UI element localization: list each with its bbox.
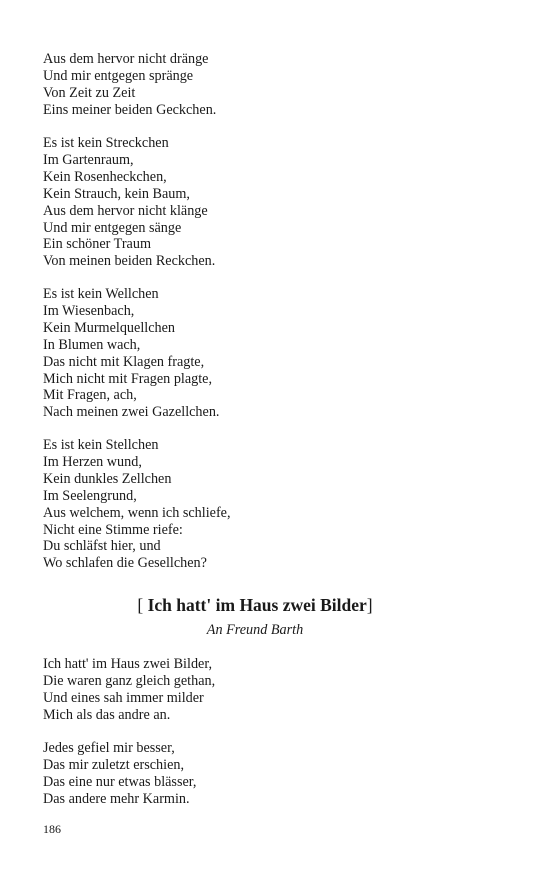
verse-line: Es ist kein Wellchen: [43, 286, 159, 302]
verse-line: Im Herzen wund,: [43, 453, 142, 470]
verse-line: Das eine nur etwas blässer,: [43, 773, 197, 790]
stanza-3: [43, 286, 513, 421]
verse-line: Mich nicht mit Fragen plagte,: [43, 370, 213, 387]
title-open-bracket: [: [137, 595, 144, 615]
verse-line: Von Zeit zu Zeit: [43, 84, 136, 101]
verse-line: Die waren ganz gleich gethan,: [43, 672, 216, 689]
verse-line: Kein Murmelquellchen: [43, 319, 175, 336]
poem-title: [0, 594, 510, 616]
verse-line: Im Seelengrund,: [43, 487, 137, 504]
verse-line: Das nicht mit Klagen fragte,: [43, 353, 205, 370]
verse-line: Ein schöner Traum: [43, 236, 151, 253]
verse-line: Kein Strauch, kein Baum,: [43, 185, 190, 202]
stanza-1: [43, 51, 513, 119]
verse-line: Das mir zuletzt erschien,: [43, 756, 185, 773]
title-close-bracket: ]: [366, 595, 373, 615]
verse-line: Du schläfst hier, und: [43, 538, 161, 555]
stanza-2: [43, 135, 513, 270]
stanza-5: [43, 656, 513, 724]
stanza-6: [43, 740, 513, 808]
page-number: 186: [43, 822, 61, 836]
verse-line: In Blumen wach,: [43, 336, 141, 353]
stanza-4: [43, 437, 513, 572]
verse-line: Aus dem hervor nicht dränge: [43, 51, 209, 67]
verse-line: Im Gartenraum,: [43, 151, 134, 168]
verse-line: Aus welchem, wenn ich schliefe,: [43, 504, 231, 521]
verse-line: Nach meinen zwei Gazellchen.: [43, 404, 220, 421]
verse-line: Eins meiner beiden Geckchen.: [43, 101, 217, 118]
verse-line: Das andere mehr Karmin.: [43, 790, 190, 807]
verse-line: Es ist kein Stellchen: [43, 437, 159, 453]
verse-line: Und mir entgegen spränge: [43, 67, 194, 84]
verse-line: Und eines sah immer milder: [43, 689, 204, 706]
verse-line: Und mir entgegen sänge: [43, 219, 182, 236]
verse-line: Es ist kein Streckchen: [43, 135, 169, 151]
verse-line: Aus dem hervor nicht klänge: [43, 202, 208, 219]
verse-line: Wo schlafen die Gesellchen?: [43, 555, 207, 572]
verse-line: Ich hatt' im Haus zwei Bilder,: [43, 656, 213, 672]
verse-line: Kein dunkles Zellchen: [43, 470, 172, 487]
title-text: Ich hatt' im Haus zwei Bilder: [147, 595, 367, 615]
verse-line: Mich als das andre an.: [43, 706, 171, 723]
verse-line: Kein Rosenheckchen,: [43, 168, 167, 185]
verse-line: Nicht eine Stimme riefe:: [43, 521, 183, 538]
verse-line: Jedes gefiel mir besser,: [43, 740, 175, 756]
verse-line: Mit Fragen, ach,: [43, 387, 137, 404]
dedication: An Freund Barth: [206, 622, 304, 638]
verse-line: Von meinen beiden Reckchen.: [43, 253, 216, 270]
verse-line: Im Wiesenbach,: [43, 302, 135, 319]
